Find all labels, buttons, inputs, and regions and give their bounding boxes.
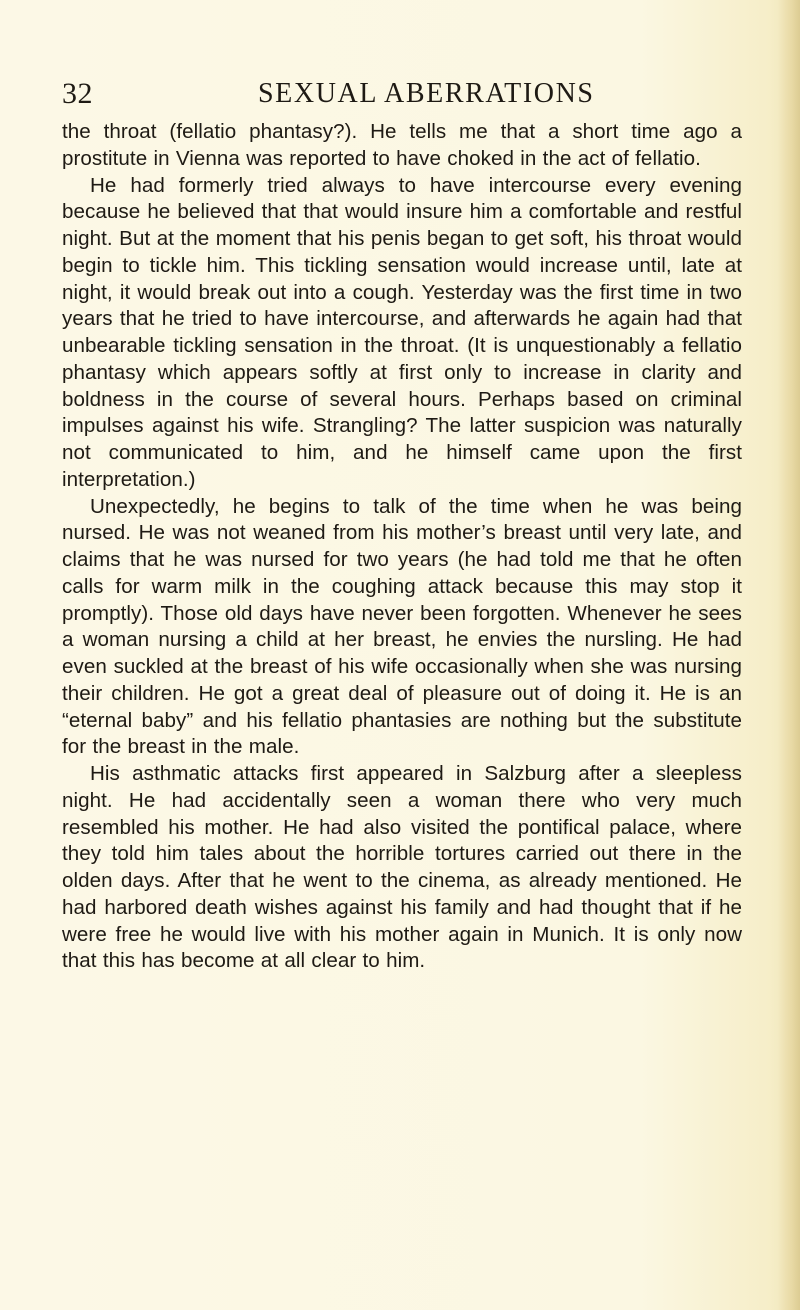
page-header (62, 72, 742, 116)
paragraph: Unexpectedly, he begins to talk of the time when he was being nursed. He was not weaned from his mother’s breast until very late, and claims that he was nursed for two years (he had told me that he often calls for warm milk in the coughing attack because this may stop it promptly). Those old days have never been forgotten. Whenever he sees a woman nursing a child at her breast, he envies the nursling. He had even suckled at the breast of his wife occasionally when she was nursing their children. He got a great deal of pleasure out of doing it. He is an “eternal baby” and his fellatio phantasies are nothing but the substitute for the breast in the male. (62, 494, 742, 759)
paragraph: the throat (fellatio phantasy?). He tells me that a short time ago a prostitute in Vienna was reported to have choked in the act of fellatio. (62, 120, 742, 170)
running-head: SEXUAL ABERRATIONS (258, 78, 595, 109)
body-text (62, 119, 742, 975)
paragraph: His asthmatic attacks first appeared in Salzburg after a sleepless night. He had accidentally seen a woman there who very much resembled his mother. He had also visited the pontifical palace, where they told him tales about the horrible tortures carried out there in the olden days. After that he went to the cinema, as already mentioned. He had harbored death wishes against his family and had thought that if he were free he would live with his mother again in Munich. It is only now that this has become at all clear to him. (62, 762, 742, 973)
page-number: 32 (62, 77, 93, 110)
page-edge-shadow (778, 0, 800, 1310)
paragraph: He had formerly tried always to have intercourse every evening because he believed that that would insure him a comfortable and restful night. But at the moment that his penis began to get soft, his throat would begin to tickle him. This tickling sensation would increase until, late at night, it would break out into a cough. Yesterday was the first time in two years that he tried to have intercourse, and afterwards he again had that unbearable tickling sensation in the throat. (It is unquestionably a fellatio phantasy which appears softly at first only to increase in clarity and boldness in the course of several hours. Perhaps based on criminal impulses against his wife. Strangling? The latter suspicion was naturally not communicated to him, and he himself came upon the first interpretation.) (62, 173, 742, 491)
